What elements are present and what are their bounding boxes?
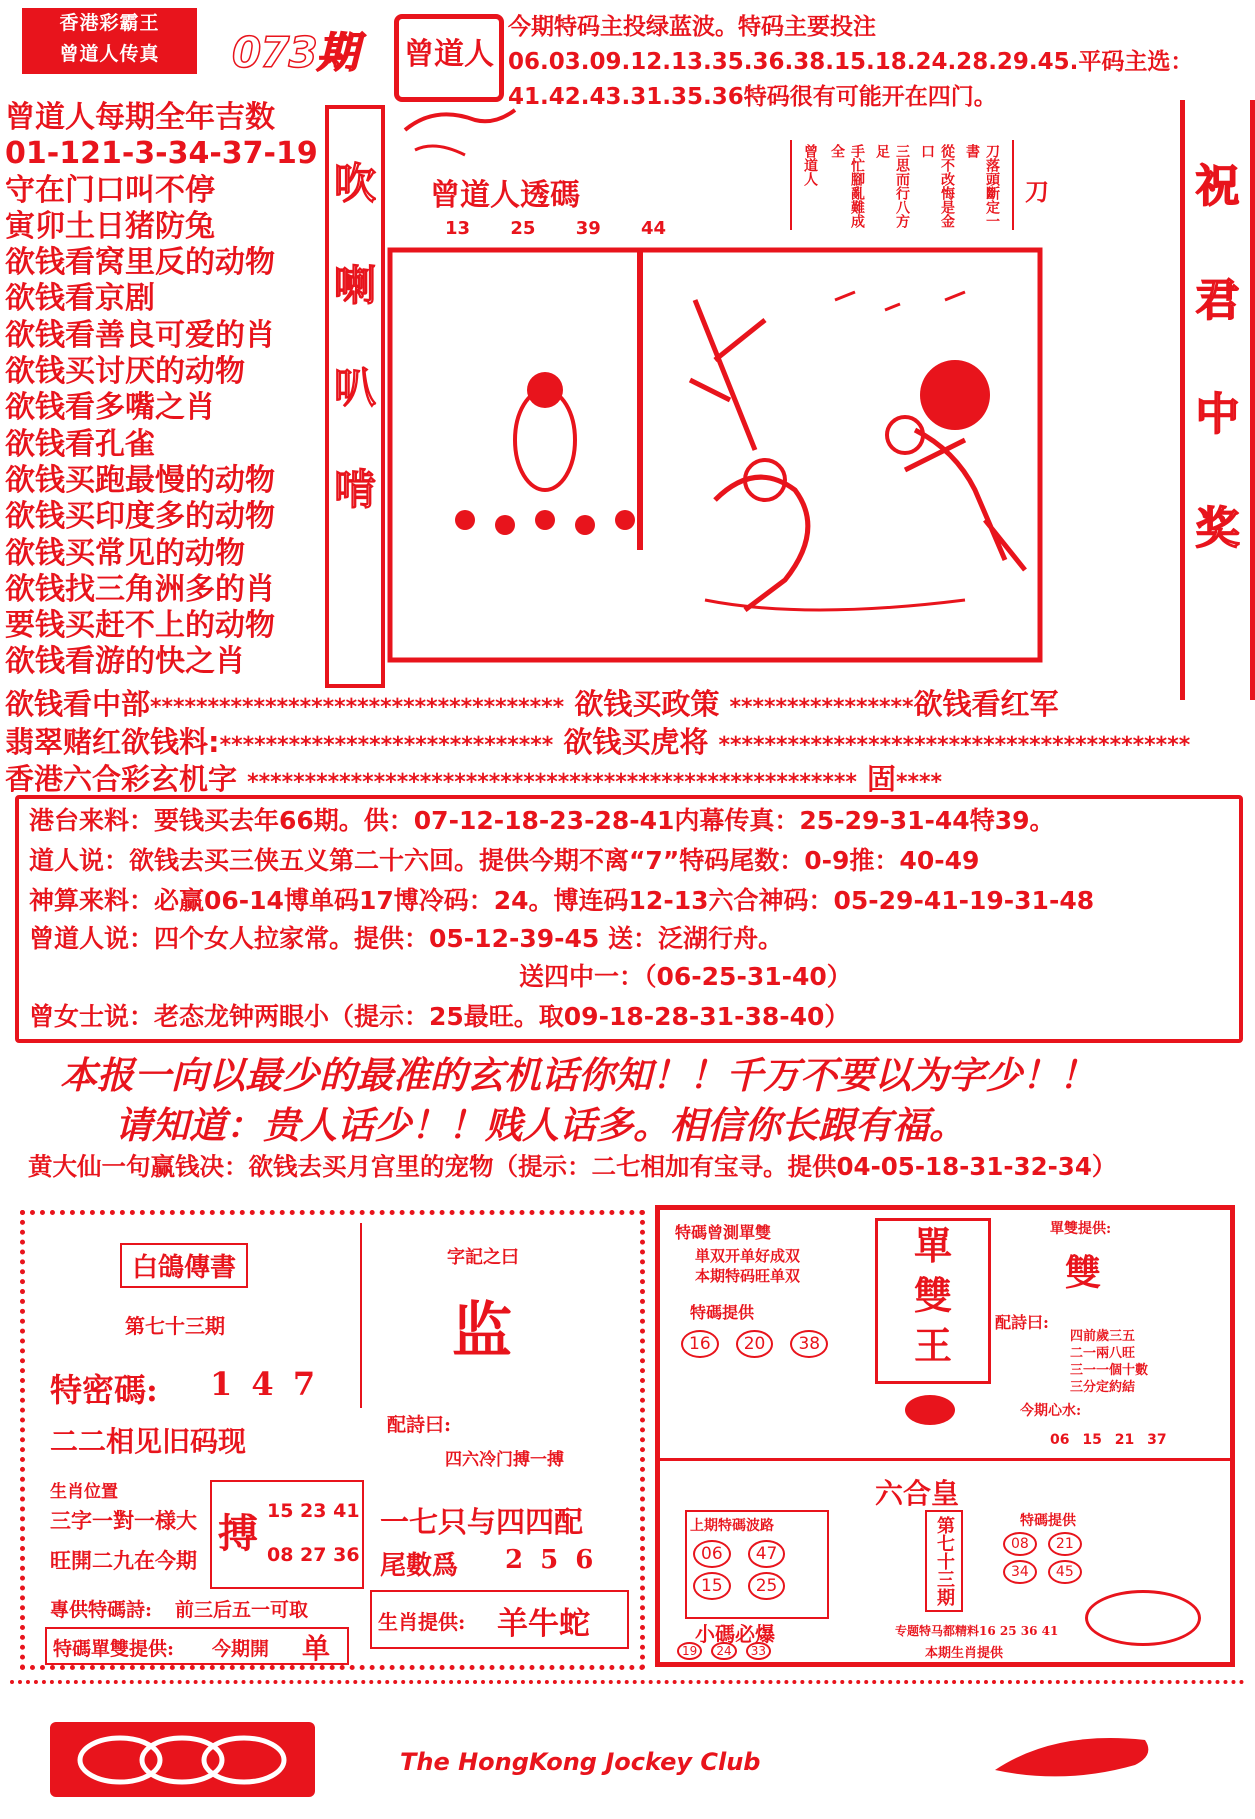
info-line: 曾道人说：四个女人拉家常。提供：05-12-39-45 送：泛湖行舟。 — [29, 924, 783, 953]
poem-line: 手忙腳亂難成全 — [829, 144, 865, 228]
list-item: 欲钱看善良可爱的肖 — [5, 317, 275, 353]
zodiac-position-label: 生肖位置 — [50, 1482, 118, 1502]
number-ball: 24 — [711, 1642, 736, 1660]
poem-line: 從不改悔是金口 — [919, 144, 955, 228]
number-ball: 06 — [693, 1540, 731, 1568]
number-ball: 38 — [790, 1330, 828, 1358]
bo-grid-row: 15 23 41 — [267, 1500, 360, 1522]
panel-right-sub: 本期特码旺单双 — [695, 1267, 801, 1285]
special-code-value: 1 4 7 — [210, 1365, 320, 1403]
info-line: 送四中一：（06-25-31-40） — [519, 962, 852, 991]
number-ball: 15 — [693, 1572, 731, 1600]
vertical-char: 祝 — [1195, 161, 1240, 212]
panel-left — [20, 1210, 645, 1670]
list-item: 欲钱找三角洲多的肖 — [5, 571, 275, 607]
panel-right-header: 特碼曾測單雙 — [675, 1223, 772, 1242]
list-item: 欲钱看多嘴之肖 — [5, 390, 215, 426]
wide-line-3-left: 香港六合彩玄机字 — [5, 762, 238, 796]
special-code-label: 特密碼: — [50, 1371, 158, 1409]
char-box — [360, 1223, 632, 1408]
bo-grid — [210, 1480, 364, 1589]
last-wave-label: 上期特碼波路 — [690, 1518, 774, 1534]
bottom-text: 专题特马都精料16 25 36 41 — [895, 1624, 1059, 1638]
poem-line: 二一兩八旺 — [1070, 1346, 1136, 1361]
tail-value: 2 5 6 — [505, 1545, 598, 1575]
number: 06 — [1050, 1432, 1070, 1448]
central-illustration — [385, 100, 1165, 670]
panel-right-sub: 単双开单好成双 — [695, 1247, 801, 1265]
bo-char: 搏 — [218, 1510, 258, 1557]
mood-label: 今期心水: — [1020, 1403, 1082, 1419]
divider — [660, 1458, 1230, 1461]
list-item: 要钱买赶不上的动物 — [5, 608, 275, 644]
special-poem: 前三后五一可取 — [175, 1599, 309, 1621]
zodiac-provide-value: 羊牛蛇 — [497, 1606, 590, 1642]
poem-label: 刀 — [1025, 178, 1049, 206]
list-item: 欲钱看游的快之肖 — [5, 644, 245, 680]
number-ball: 20 — [736, 1330, 774, 1358]
panel-left-title: 白鴿傳書 — [120, 1243, 248, 1288]
vertical-char: 君 — [1195, 275, 1240, 326]
picture-title: 曾道人透碼 — [430, 178, 580, 213]
dan-shuang-value: 今期開 — [212, 1638, 270, 1660]
list-item: 欲钱买跑最慢的动物 — [5, 462, 275, 498]
info-line: 道人说：欲钱去买三侠五义第二十六回。提供今期不离“7”特码尾数：0-9推：40-49 — [29, 846, 980, 875]
number: 37 — [1147, 1432, 1167, 1448]
big-char: 王 — [913, 1323, 952, 1368]
list-item: 欲钱看京剧 — [5, 281, 155, 317]
char-poem: 四六冷门搏一搏 — [445, 1450, 564, 1470]
slogan-1: 本报一向以最少的最准的玄机话你知！！千万不要以为字少！！ — [60, 1053, 1096, 1097]
dan-shuang-provide-label: 單雙提供: — [1050, 1221, 1112, 1237]
footer-divider — [10, 1680, 1245, 1688]
wide-line-2-mid: 欲钱买虎将 — [563, 725, 709, 759]
list-item: 守在门口叫不停 — [5, 172, 215, 208]
list-item: 曾道人每期全年吉数 — [5, 100, 275, 135]
small-code-nums — [675, 1640, 875, 1660]
poem-line: 刀落頭斷定一書 — [964, 144, 1000, 228]
logo-line2: 曾道人传真 — [59, 43, 160, 65]
tail-label: 尾數爲 — [380, 1551, 459, 1581]
dan-shuang-label: 特碼單雙提供: — [53, 1638, 175, 1660]
vertical-column-left — [325, 105, 385, 688]
number-ball: 33 — [746, 1642, 771, 1660]
wide-line-3: 香港六合彩玄机字 ***************************************************** 固**** — [5, 762, 943, 796]
info-line: 曾女士说：老态龙钟两眼小（提示：25最旺。取09-18-28-31-38-40） — [29, 1002, 850, 1031]
number-ball: 16 — [681, 1330, 719, 1358]
wide-line-1-right: 欲钱看红军 — [913, 687, 1059, 721]
zodiac-text: 本期生肖提供 — [925, 1646, 1004, 1661]
header-intro: 今期特码主投绿蓝波。特码主要投注06.03.09.12.13.35.36.38.15.18.24.28.29.45.平码主选：41.42.43.31.35.36特码很有可能开在四门。 — [508, 14, 1194, 110]
mood-nums — [1050, 1432, 1167, 1448]
vertical-char: 吹 — [333, 159, 376, 208]
vertical-column-right — [1180, 100, 1255, 700]
last-wave-box — [685, 1510, 829, 1619]
number: 21 — [1114, 1432, 1135, 1448]
list-item: 欲钱买印度多的动物 — [5, 499, 275, 535]
vertical-char: 喇 — [333, 261, 376, 310]
special-poem-label: 專供特碼詩: — [50, 1599, 153, 1621]
list-item: 寅卯土日猪防兔 — [5, 208, 215, 244]
zodiac-poem-1: 三字一對一様大 — [50, 1508, 197, 1533]
list-item: 欲钱买常见的动物 — [5, 535, 245, 571]
special-code-hint: 二二相见旧码现 — [50, 1425, 247, 1458]
poem-line: 三分定約結 — [1070, 1380, 1136, 1395]
vertical-char: 叭 — [333, 363, 376, 412]
wide-line-3-mid: 固 — [867, 762, 897, 796]
bo-grid-row: 08 27 36 — [267, 1544, 360, 1566]
special-provide2-nums — [1000, 1530, 1120, 1586]
zodiac-provide-label: 生肖提供: — [378, 1610, 466, 1634]
zodiac-poem-2: 旺開二九在今期 — [50, 1548, 197, 1573]
char-value: 监 — [452, 1296, 512, 1366]
special-provide-label: 特碼提供 — [690, 1303, 755, 1322]
ornament-svg — [50, 1722, 315, 1797]
poem-author: 曾道人 — [802, 144, 818, 186]
wide-line-1-mid: 欲钱买政策 — [574, 687, 720, 721]
footer-horse-logo-icon — [990, 1730, 1160, 1785]
horse-logo-svg — [990, 1730, 1160, 1785]
slogan-2: 请知道：贵人话少！！贱人话多。相信你长跟有福。 — [115, 1103, 966, 1147]
wide-line-1: 欲钱看中部************************************ 欲钱买政策 ****************欲钱看红军 — [5, 687, 1059, 721]
number-ball: 34 — [1003, 1560, 1037, 1584]
list-item: 欲钱看孔雀 — [5, 426, 155, 462]
issue-number: 073期 — [232, 28, 358, 77]
poem-line: 三思而行八方足 — [874, 144, 910, 228]
dan-shuang-result: 单 — [302, 1632, 331, 1665]
right-poem — [1070, 1328, 1148, 1396]
vertical-char: 啃 — [333, 465, 376, 514]
left-riddle-list — [5, 100, 325, 681]
header-logo — [22, 8, 197, 74]
panel-left-issue: 第七十三期 — [125, 1314, 225, 1338]
picture-number: 13 — [445, 218, 471, 239]
special-provide-nums — [675, 1328, 834, 1360]
char-poem-label: 配詩曰: — [387, 1414, 452, 1436]
char-title: 字記之曰 — [447, 1247, 519, 1268]
picture-number: 39 — [575, 218, 601, 239]
number-ball: 25 — [748, 1572, 786, 1600]
list-item: 欲钱买讨厌的动物 — [5, 354, 245, 390]
info-box — [15, 795, 1243, 1043]
wide-line-2: 翡翠赌红欲钱料:***************************** 欲钱买虎将 ***************************************** — [5, 725, 1191, 759]
wong-tai-sin-line: 黄大仙一句赢钱决：欲钱去买月宫里的宠物（提示：二七相加有宝寻。提供04-05-18-31-32-34） — [28, 1152, 1117, 1181]
poem-box — [790, 140, 1014, 230]
big-char: 雙 — [913, 1273, 952, 1318]
footer-ornament-icon — [50, 1722, 315, 1797]
dan-shuang-box — [45, 1627, 349, 1665]
big-char: 單 — [913, 1223, 952, 1268]
number-ball: 45 — [1048, 1560, 1082, 1584]
header-stamp: 曾道人 — [394, 14, 504, 102]
poem-line: 四前歲三五 — [1070, 1329, 1136, 1344]
big-right-char: 雙 — [1065, 1252, 1102, 1294]
small-code-label: 小碼必爆 — [695, 1622, 775, 1646]
combo-hint: 一七只与四四配 — [380, 1505, 584, 1539]
wide-line-2-left: 翡翠赌红欲钱料: — [5, 725, 220, 759]
info-line: 港台来料：要钱买去年66期。供：07-12-18-23-28-41内幕传真：25-29-31-44特39。 — [29, 806, 1055, 835]
special-provide2-label: 特碼提供 — [1020, 1513, 1076, 1529]
number-ball: 21 — [1048, 1532, 1082, 1556]
flower-icon — [905, 1395, 955, 1425]
vertical-char: 奖 — [1195, 503, 1240, 554]
wide-line-1-left: 欲钱看中部 — [5, 687, 151, 721]
panel-right — [655, 1205, 1235, 1667]
number-ball: 19 — [677, 1642, 702, 1660]
number: 15 — [1082, 1432, 1102, 1448]
six-he-title: 六合皇 — [875, 1477, 960, 1510]
picture-number: 25 — [510, 218, 536, 239]
list-item: 欲钱看窝里反的动物 — [5, 245, 275, 281]
picture-number: 44 — [641, 218, 667, 239]
dan-shuang-wang-box — [875, 1218, 991, 1384]
vertical-char: 中 — [1195, 389, 1240, 440]
info-line: 神算来料：必赢06-14博单码17博冷码：24。博连码12-13六合神码：05-29-41-19-31-48 — [29, 886, 1095, 915]
jockey-club-name: The HongKong Jockey Club — [400, 1748, 761, 1776]
number-ball: 47 — [748, 1540, 786, 1568]
logo-line1: 香港彩霸王 — [59, 12, 160, 34]
medallion-icon — [1085, 1590, 1201, 1646]
number-ball: 08 — [1003, 1532, 1037, 1556]
issue-vertical: 第七十三期 — [925, 1510, 963, 1612]
picture-numbers — [445, 218, 666, 239]
zodiac-provide-box — [370, 1590, 629, 1649]
right-poem-label: 配詩曰: — [995, 1313, 1049, 1332]
list-item: 01-121-3-34-37-19 — [5, 136, 318, 172]
poem-line: 三一一個十數 — [1070, 1363, 1149, 1378]
